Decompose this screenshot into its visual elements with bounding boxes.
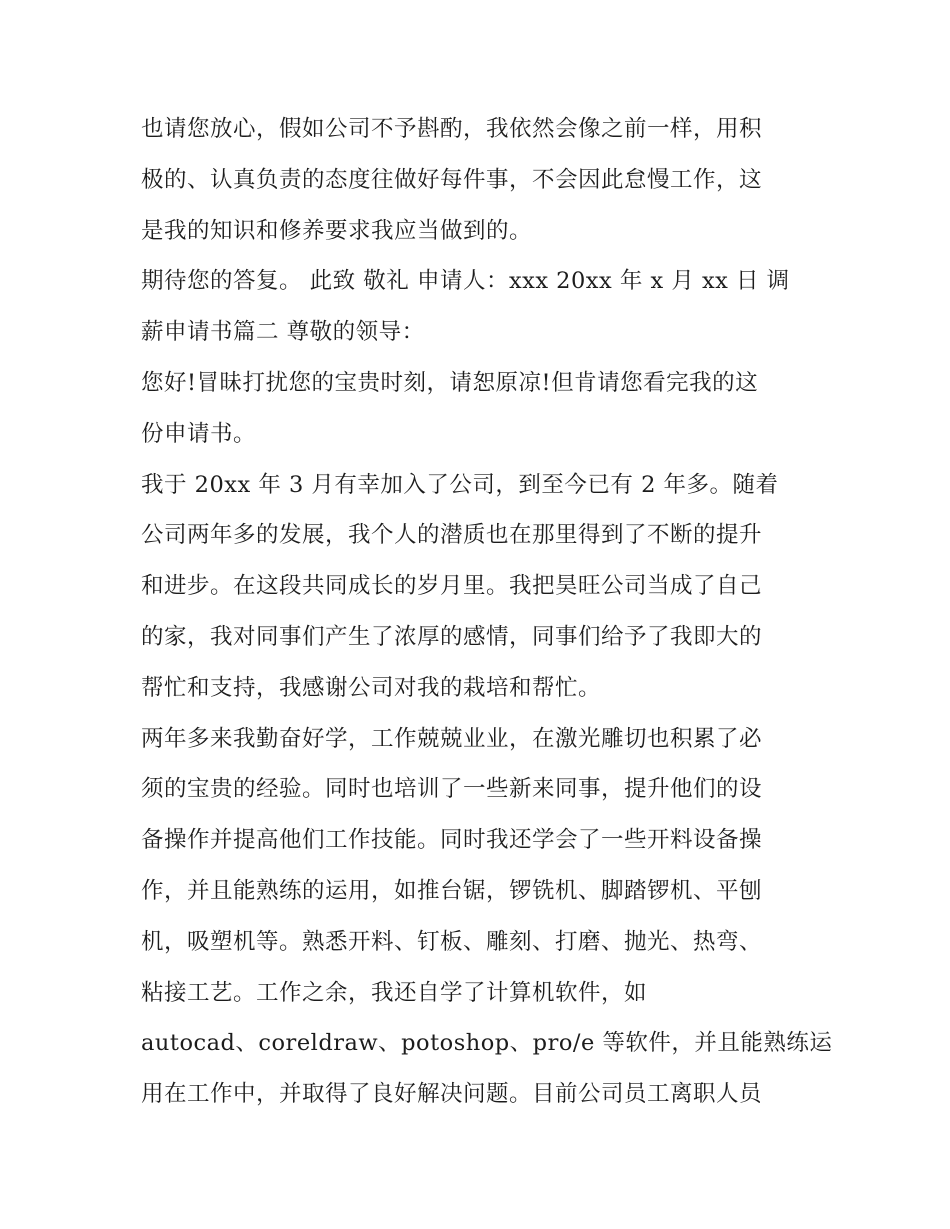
text-line: 我于 20xx 年 3 月有幸加入了公司，到至今已有 2 年多。随着 [141,471,779,498]
text-line: 帮忙和支持，我感谢公司对我的栽培和帮忙。 [141,674,602,701]
text-line: 用在工作中，并取得了良好解决问题。目前公司员工离职人员 [141,1081,763,1108]
text-line: 的家，我对同事们产生了浓厚的感情，同事们给予了我即大的 [141,623,763,650]
text-line: 极的、认真负责的态度往做好每件事，不会因此怠慢工作，这 [141,166,763,193]
text-line: 和进步。在这段共同成长的岁月里。我把昊旺公司当成了自己 [141,573,763,600]
text-line: 您好!冒昧打扰您的宝贵时刻，请恕原凉!但肯请您看完我的这 [141,369,759,396]
text-line: 两年多来我勤奋好学，工作兢兢业业，在激光雕切也积累了必 [141,725,763,752]
text-line: 作，并且能熟练的运用，如推台锯，锣铣机、脚踏锣机、平刨 [141,877,763,904]
text-line: 须的宝贵的经验。同时也培训了一些新来同事，提升他们的设 [141,776,763,803]
text-line: autocad、coreldraw、potoshop、pro/e 等软件，并且能熟练运 [141,1030,833,1057]
text-line: 粘接工艺。工作之余，我还自学了计算机软件，如 [141,979,648,1006]
text-line: 也请您放心，假如公司不予斟酌，我依然会像之前一样，用积 [141,116,763,142]
text-line: 公司两年多的发展，我个人的潜质也在那里得到了不断的提升 [141,522,763,549]
text-line: 备操作并提高他们工作技能。同时我还学会了一些开料设备操 [141,827,763,854]
text-line: 薪申请书篇二 尊敬的领导： [141,319,425,346]
text-line: 是我的知识和修养要求我应当做到的。 [141,217,533,244]
text-line: 机，吸塑机等。熟悉开料、钉板、雕刻、打磨、抛光、热弯、 [141,928,763,955]
document-body [141,104,833,1120]
text-line: 期待您的答复。 此致 敬礼 申请人：xxx 20xx 年 x 月 xx 日 调 [141,268,790,295]
text-line: 份申请书。 [141,420,257,447]
